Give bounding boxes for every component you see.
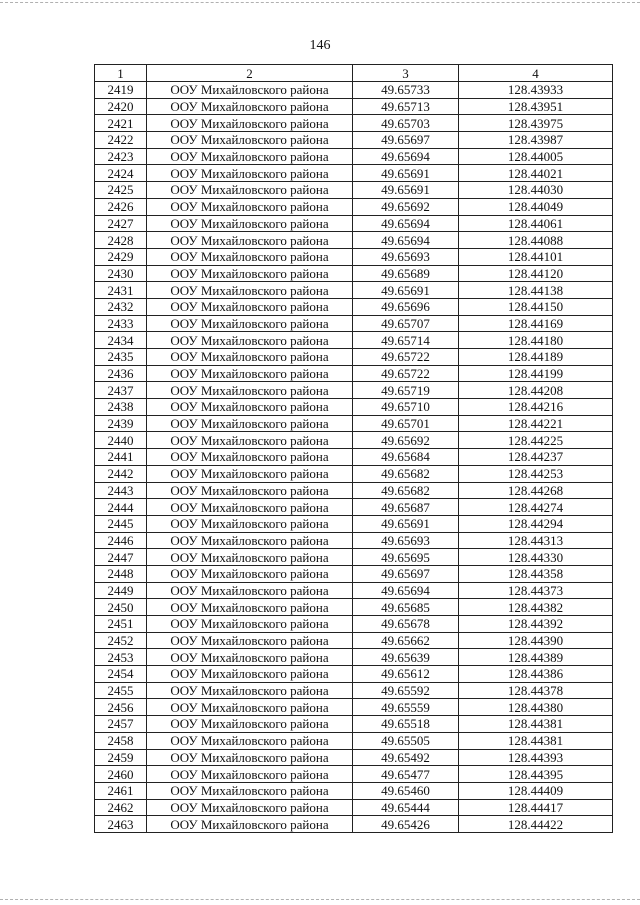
point-number-cell: 2430 [95,265,147,282]
latitude-cell: 49.65733 [353,82,459,99]
scan-top-edge [0,2,640,6]
table-row [95,565,613,582]
owner-cell: ООУ Михайловского района [147,332,353,349]
latitude-cell: 49.65691 [353,182,459,199]
owner-cell: ООУ Михайловского района [147,298,353,315]
point-number-cell: 2426 [95,198,147,215]
latitude-cell: 49.65697 [353,565,459,582]
table-row [95,582,613,599]
point-number-cell: 2431 [95,282,147,299]
table-row [95,449,613,466]
longitude-cell: 128.44005 [459,148,613,165]
point-number-cell: 2436 [95,365,147,382]
longitude-cell: 128.44382 [459,599,613,616]
point-number-cell: 2428 [95,232,147,249]
longitude-cell: 128.44225 [459,432,613,449]
table-row [95,98,613,115]
point-number-cell: 2443 [95,482,147,499]
point-number-cell: 2452 [95,632,147,649]
longitude-cell: 128.44409 [459,782,613,799]
latitude-cell: 49.65694 [353,148,459,165]
longitude-cell: 128.44088 [459,232,613,249]
table-row [95,616,613,633]
longitude-cell: 128.44180 [459,332,613,349]
point-number-cell: 2439 [95,415,147,432]
latitude-cell: 49.65696 [353,298,459,315]
point-number-cell: 2419 [95,82,147,99]
owner-cell: ООУ Михайловского района [147,365,353,382]
longitude-cell: 128.44237 [459,449,613,466]
point-number-cell: 2424 [95,165,147,182]
latitude-cell: 49.65703 [353,115,459,132]
table-row [95,749,613,766]
longitude-cell: 128.44274 [459,499,613,516]
point-number-cell: 2445 [95,515,147,532]
column-header-2: 2 [147,65,353,82]
table-row [95,349,613,366]
point-number-cell: 2451 [95,616,147,633]
latitude-cell: 49.65691 [353,282,459,299]
point-number-cell: 2461 [95,782,147,799]
longitude-cell: 128.44390 [459,632,613,649]
point-number-cell: 2448 [95,565,147,582]
table-row [95,248,613,265]
latitude-cell: 49.65694 [353,215,459,232]
owner-cell: ООУ Михайловского района [147,282,353,299]
longitude-cell: 128.44150 [459,298,613,315]
owner-cell: ООУ Михайловского района [147,449,353,466]
point-number-cell: 2447 [95,549,147,566]
longitude-cell: 128.44216 [459,399,613,416]
table-row [95,82,613,99]
header-row [95,65,613,82]
table-row [95,232,613,249]
point-number-cell: 2425 [95,182,147,199]
owner-cell: ООУ Михайловского района [147,148,353,165]
longitude-cell: 128.44120 [459,265,613,282]
table-row [95,165,613,182]
point-number-cell: 2455 [95,682,147,699]
latitude-cell: 49.65693 [353,532,459,549]
owner-cell: ООУ Михайловского района [147,215,353,232]
table-row [95,298,613,315]
owner-cell: ООУ Михайловского района [147,465,353,482]
latitude-cell: 49.65722 [353,365,459,382]
table-row [95,465,613,482]
table-row [95,782,613,799]
latitude-cell: 49.65714 [353,332,459,349]
table-row [95,515,613,532]
owner-cell: ООУ Михайловского района [147,315,353,332]
longitude-cell: 128.44381 [459,716,613,733]
column-header-3: 3 [353,65,459,82]
latitude-cell: 49.65710 [353,399,459,416]
table-row [95,382,613,399]
table-row [95,432,613,449]
longitude-cell: 128.44313 [459,532,613,549]
longitude-cell: 128.43987 [459,132,613,149]
latitude-cell: 49.65426 [353,816,459,833]
owner-cell: ООУ Михайловского района [147,532,353,549]
table-row [95,599,613,616]
table-row [95,215,613,232]
latitude-cell: 49.65701 [353,415,459,432]
table-row [95,766,613,783]
table-row [95,716,613,733]
owner-cell: ООУ Михайловского района [147,732,353,749]
longitude-cell: 128.44294 [459,515,613,532]
latitude-cell: 49.65694 [353,582,459,599]
owner-cell: ООУ Михайловского района [147,565,353,582]
longitude-cell: 128.44208 [459,382,613,399]
point-number-cell: 2433 [95,315,147,332]
owner-cell: ООУ Михайловского района [147,165,353,182]
table-row [95,482,613,499]
point-number-cell: 2450 [95,599,147,616]
longitude-cell: 128.44417 [459,799,613,816]
page-number: 146 [309,38,331,53]
point-number-cell: 2459 [95,749,147,766]
table-row [95,682,613,699]
table-row [95,816,613,833]
longitude-cell: 128.44138 [459,282,613,299]
longitude-cell: 128.44330 [459,549,613,566]
longitude-cell: 128.44389 [459,649,613,666]
table-row [95,649,613,666]
longitude-cell: 128.44199 [459,365,613,382]
table-row [95,699,613,716]
latitude-cell: 49.65692 [353,432,459,449]
owner-cell: ООУ Михайловского района [147,182,353,199]
point-number-cell: 2456 [95,699,147,716]
table-row [95,399,613,416]
longitude-cell: 128.44380 [459,699,613,716]
latitude-cell: 49.65695 [353,549,459,566]
latitude-cell: 49.65692 [353,198,459,215]
owner-cell: ООУ Михайловского района [147,666,353,683]
latitude-cell: 49.65694 [353,232,459,249]
owner-cell: ООУ Михайловского района [147,82,353,99]
longitude-cell: 128.44221 [459,415,613,432]
latitude-cell: 49.65678 [353,616,459,633]
latitude-cell: 49.65612 [353,666,459,683]
longitude-cell: 128.44021 [459,165,613,182]
latitude-cell: 49.65691 [353,515,459,532]
longitude-cell: 128.44268 [459,482,613,499]
table-row [95,332,613,349]
longitude-cell: 128.44395 [459,766,613,783]
owner-cell: ООУ Михайловского района [147,482,353,499]
latitude-cell: 49.65689 [353,265,459,282]
latitude-cell: 49.65685 [353,599,459,616]
coordinates-table [94,64,613,833]
owner-cell: ООУ Михайловского района [147,549,353,566]
owner-cell: ООУ Михайловского района [147,766,353,783]
latitude-cell: 49.65518 [353,716,459,733]
owner-cell: ООУ Михайловского района [147,599,353,616]
latitude-cell: 49.65444 [353,799,459,816]
longitude-cell: 128.44422 [459,816,613,833]
owner-cell: ООУ Михайловского района [147,515,353,532]
column-header-1: 1 [95,65,147,82]
longitude-cell: 128.44386 [459,666,613,683]
table-row [95,532,613,549]
latitude-cell: 49.65719 [353,382,459,399]
point-number-cell: 2421 [95,115,147,132]
owner-cell: ООУ Михайловского района [147,115,353,132]
table-body [95,82,613,833]
owner-cell: ООУ Михайловского района [147,248,353,265]
longitude-cell: 128.44378 [459,682,613,699]
longitude-cell: 128.44101 [459,248,613,265]
owner-cell: ООУ Михайловского района [147,98,353,115]
owner-cell: ООУ Михайловского района [147,816,353,833]
latitude-cell: 49.65707 [353,315,459,332]
longitude-cell: 128.44373 [459,582,613,599]
longitude-cell: 128.43933 [459,82,613,99]
latitude-cell: 49.65682 [353,465,459,482]
latitude-cell: 49.65682 [353,482,459,499]
point-number-cell: 2440 [95,432,147,449]
table-row [95,632,613,649]
latitude-cell: 49.65693 [353,248,459,265]
table-row [95,182,613,199]
longitude-cell: 128.43975 [459,115,613,132]
owner-cell: ООУ Михайловского района [147,799,353,816]
point-number-cell: 2420 [95,98,147,115]
longitude-cell: 128.44169 [459,315,613,332]
scan-bottom-edge [0,899,640,903]
owner-cell: ООУ Михайловского района [147,749,353,766]
table-row [95,415,613,432]
owner-cell: ООУ Михайловского района [147,132,353,149]
table-row [95,549,613,566]
owner-cell: ООУ Михайловского района [147,682,353,699]
latitude-cell: 49.65722 [353,349,459,366]
latitude-cell: 49.65691 [353,165,459,182]
longitude-cell: 128.44392 [459,616,613,633]
table-row [95,499,613,516]
latitude-cell: 49.65477 [353,766,459,783]
latitude-cell: 49.65460 [353,782,459,799]
owner-cell: ООУ Михайловского района [147,582,353,599]
longitude-cell: 128.44061 [459,215,613,232]
table-row [95,315,613,332]
owner-cell: ООУ Михайловского района [147,382,353,399]
table-row [95,365,613,382]
owner-cell: ООУ Михайловского района [147,649,353,666]
point-number-cell: 2460 [95,766,147,783]
table-row [95,132,613,149]
latitude-cell: 49.65684 [353,449,459,466]
owner-cell: ООУ Михайловского района [147,232,353,249]
latitude-cell: 49.65492 [353,749,459,766]
point-number-cell: 2463 [95,816,147,833]
latitude-cell: 49.65697 [353,132,459,149]
owner-cell: ООУ Михайловского района [147,415,353,432]
latitude-cell: 49.65662 [353,632,459,649]
longitude-cell: 128.44253 [459,465,613,482]
owner-cell: ООУ Михайловского района [147,198,353,215]
owner-cell: ООУ Михайловского района [147,699,353,716]
longitude-cell: 128.44381 [459,732,613,749]
table-row [95,198,613,215]
longitude-cell: 128.44189 [459,349,613,366]
point-number-cell: 2423 [95,148,147,165]
point-number-cell: 2457 [95,716,147,733]
longitude-cell: 128.44030 [459,182,613,199]
latitude-cell: 49.65592 [353,682,459,699]
point-number-cell: 2434 [95,332,147,349]
owner-cell: ООУ Михайловского района [147,349,353,366]
latitude-cell: 49.65505 [353,732,459,749]
point-number-cell: 2449 [95,582,147,599]
point-number-cell: 2427 [95,215,147,232]
point-number-cell: 2458 [95,732,147,749]
point-number-cell: 2442 [95,465,147,482]
point-number-cell: 2441 [95,449,147,466]
longitude-cell: 128.43951 [459,98,613,115]
table-row [95,115,613,132]
latitude-cell: 49.65559 [353,699,459,716]
table-row [95,799,613,816]
longitude-cell: 128.44358 [459,565,613,582]
point-number-cell: 2446 [95,532,147,549]
table-row [95,148,613,165]
point-number-cell: 2453 [95,649,147,666]
latitude-cell: 49.65713 [353,98,459,115]
point-number-cell: 2438 [95,399,147,416]
point-number-cell: 2444 [95,499,147,516]
longitude-cell: 128.44393 [459,749,613,766]
point-number-cell: 2435 [95,349,147,366]
table-row [95,265,613,282]
table-header [95,65,613,82]
owner-cell: ООУ Михайловского района [147,632,353,649]
latitude-cell: 49.65639 [353,649,459,666]
point-number-cell: 2432 [95,298,147,315]
table-row [95,666,613,683]
column-header-4: 4 [459,65,613,82]
owner-cell: ООУ Михайловского района [147,782,353,799]
owner-cell: ООУ Михайловского района [147,499,353,516]
owner-cell: ООУ Михайловского района [147,399,353,416]
owner-cell: ООУ Михайловского района [147,265,353,282]
point-number-cell: 2437 [95,382,147,399]
table-row [95,732,613,749]
point-number-cell: 2422 [95,132,147,149]
owner-cell: ООУ Михайловского района [147,432,353,449]
owner-cell: ООУ Михайловского района [147,716,353,733]
owner-cell: ООУ Михайловского района [147,616,353,633]
point-number-cell: 2429 [95,248,147,265]
latitude-cell: 49.65687 [353,499,459,516]
longitude-cell: 128.44049 [459,198,613,215]
table-row [95,282,613,299]
point-number-cell: 2462 [95,799,147,816]
point-number-cell: 2454 [95,666,147,683]
